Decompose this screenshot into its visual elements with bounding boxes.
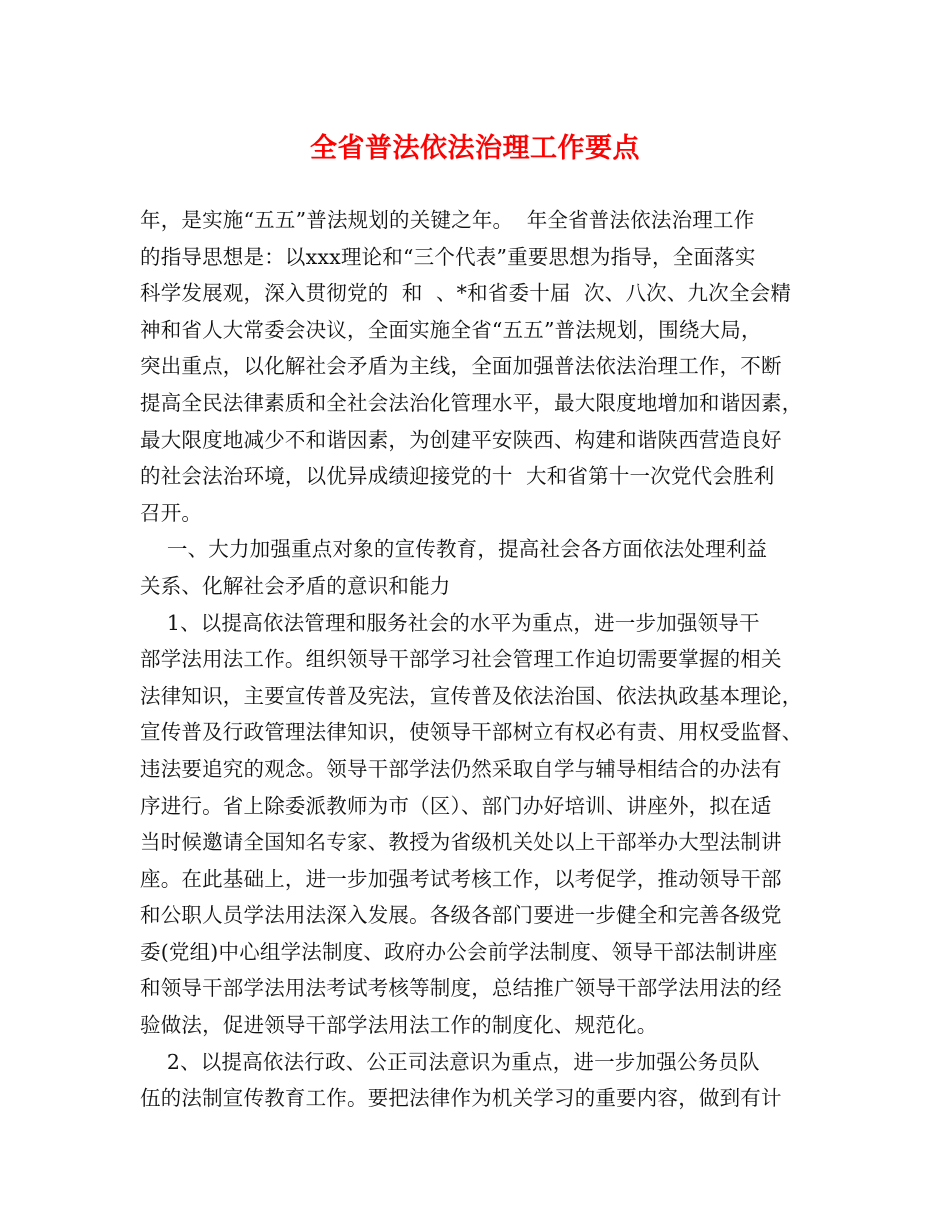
text-line: 召开。 — [140, 500, 203, 525]
document-body — [140, 202, 840, 1117]
text-line: 突出重点，以化解社会矛盾为主线，全面加强普法依法治理工作，不断 — [140, 354, 782, 379]
text-line: 序进行。省上除委派教师为市（区）、部门办好培训、讲座外，拟在适 — [140, 793, 772, 818]
text-line: 当时候邀请全国知名专家、教授为省级机关处以上干部举办大型法制讲 — [140, 830, 782, 855]
document-title: 全省普法依法治理工作要点 — [310, 133, 640, 164]
text-line: 提高全民法律素质和全社会法治化管理水平，最大限度地增加和谐因素， — [140, 390, 803, 415]
text-line: 一、大力加强重点对象的宣传教育，提高社会各方面依法处理利益 — [140, 537, 768, 562]
text-line: 部学法用法工作。组织领导干部学习社会管理工作迫切需要掌握的相关 — [140, 647, 782, 672]
text-line: 伍的法制宣传教育工作。要把法律作为机关学习的重要内容，做到有计 — [140, 1086, 782, 1111]
text-line: 神和省人大常委会决议，全面实施全省“五五”普法规划，围绕大局， — [140, 317, 762, 342]
text-line: 关系、化解社会矛盾的意识和能力 — [140, 573, 451, 598]
text-line: 和领导干部学法用法考试考核等制度，总结推广领导干部学法用法的经 — [140, 976, 782, 1001]
text-line: 宣传普及行政管理法律知识，使领导干部树立有权必有责、用权受监督、 — [140, 720, 803, 745]
text-line: 委(党组)中心组学法制度、政府办公会前学法制度、领导干部法制讲座 — [140, 939, 778, 964]
text-line: 的社会法治环境，以优异成绩迎接党的十 大和省第十一次党代会胜利 — [140, 464, 775, 489]
text-line: 年，是实施“五五”普法规划的关键之年。 年全省普法依法治理工作 — [140, 208, 755, 232]
text-line: 验做法，促进领导干部学法用法工作的制度化、规范化。 — [140, 1013, 658, 1038]
text-line: 座。在此基础上，进一步加强考试考核工作，以考促学，推动领导干部 — [140, 866, 782, 891]
text-line: 法律知识，主要宣传普及宪法，宣传普及依法治国、依法执政基本理论， — [140, 683, 803, 708]
text-line: 违法要追究的观念。领导干部学法仍然采取自学与辅导相结合的办法有 — [140, 756, 782, 781]
text-line: 2、以提高依法行政、公正司法意识为重点，进一步加强公务员队 — [140, 1049, 760, 1074]
text-line: 和公职人员学法用法深入发展。各级各部门要进一步健全和完善各级党 — [140, 903, 782, 928]
text-line: 1、以提高依法管理和服务社会的水平为重点，进一步加强领导干 — [140, 610, 760, 635]
text-line: 最大限度地减少不和谐因素，为创建平安陕西、构建和谐陕西营造良好 — [140, 427, 782, 452]
text-line: 的指导思想是：以xxx理论和“三个代表”重要思想为指导，全面落实 — [140, 244, 756, 269]
text-line: 科学发展观，深入贯彻党的 和 、*和省委十届 次、八次、九次全会精 — [140, 281, 792, 306]
